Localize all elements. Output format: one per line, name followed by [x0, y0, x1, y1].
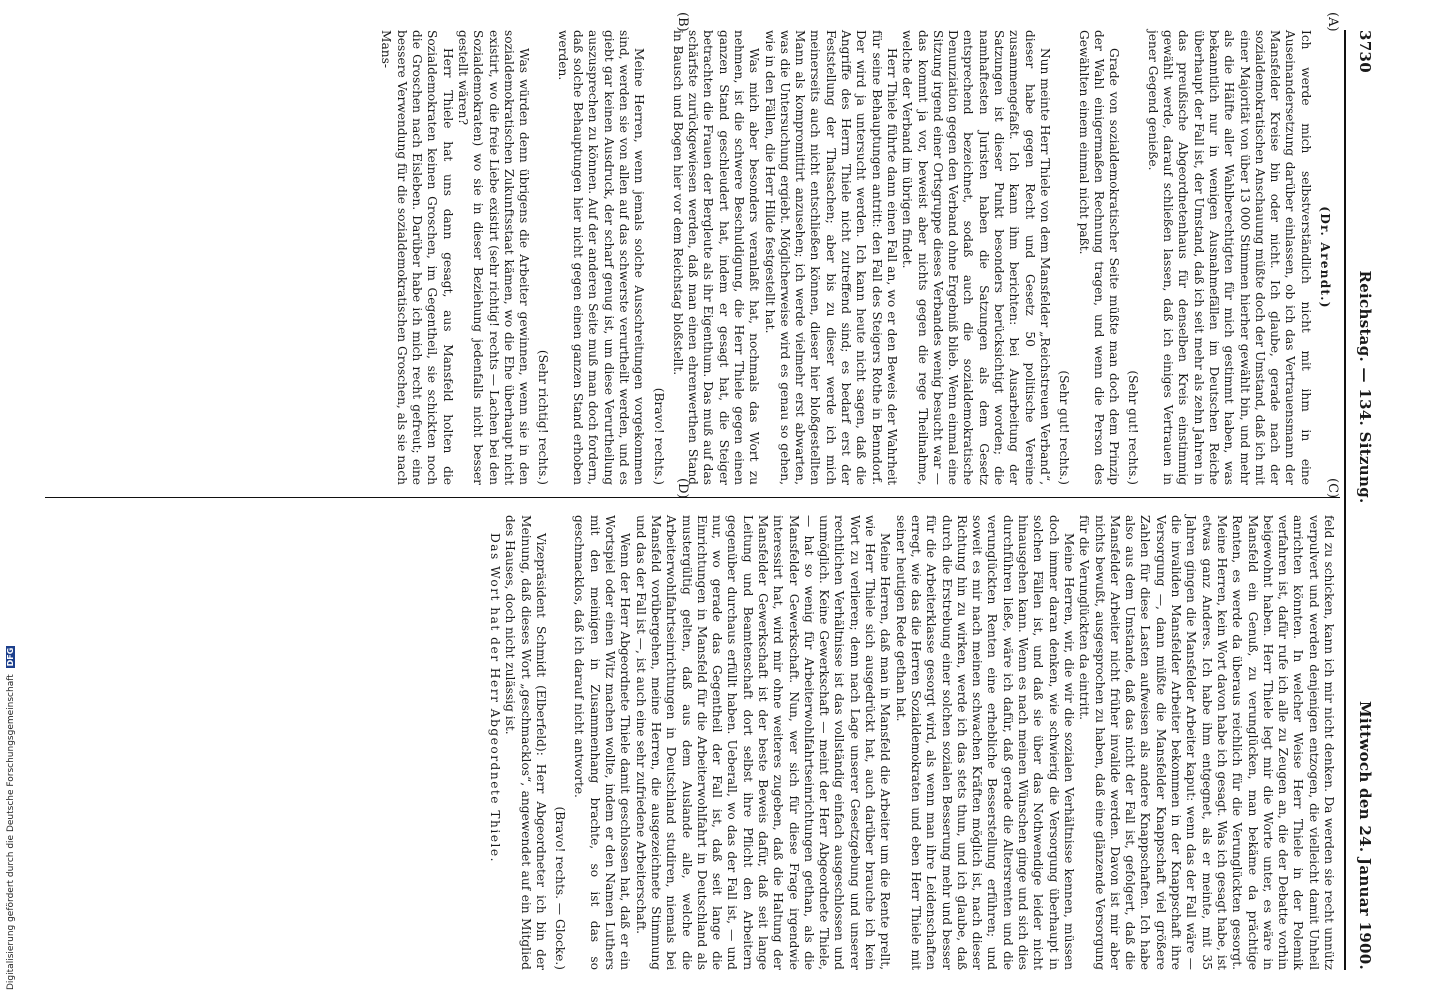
- paragraph: Meine Herren, daß man in Mansfeld die Arbeiter um die Rente prellt, wie Herr Thiele sich ausgedrückt hat, auch darüber brauche ich kein Wort zu verlieren; denn nach Lage unserer Gesetzgebung und unserer rechtlichen Verhältnisse ist das vollständig einfach ausgeschlossen und unmöglich. Keine Gewerkschaft — meint der Herr Abgeordnete Thiele, — hat so wenig für Arbeiterwohlfahrtseinrichtungen gethan, als die Mansfelder Gewerkschaft. Nun, wer sich für diese Frage irgendwie interessirt hat, wird mir ohne weiteres zugeben, daß die Haltung der Mansfelder Gewerkschaft ist der beste Beweis dafür, daß seit lange Leitung und Beamtenschaft dort selbst ihre Pflicht den Arbeitern gegenüber durchaus erfüllt haben. Ueberall, wo das der Fall ist, — und nur, wo gerade das Gegentheil der Fall ist, daß seit lange die Einrichtungen in Mansfeld für die Arbeiterwohlfahrt in Deutschland als mustergültig gelten, daß aus dem Auslande alle, welche die Arbeiterwohlfahrtseinrichtungen in Deutschland studiren, niemals bei Mansfeld vorübergehen, meine Herren, die ausgezeichnete Stimmung und das der Fall ist —, ist auch eine sehr zufriedene Arbeiterschaft.: [633, 515, 893, 970]
- paragraph: Was mich aber besonders veranlaßt hat, nochmals das Wort zu nehmen, ist die schwere Beschuldigung, die Herr Thiele gegen einen ganzen Stand geschleudert hat, indem er gesagt hat, die Steiger betrachten die Frauen der Bergleute als ihr Eigenthum. Das muß auf das schärfste zurückgewiesen werden, daß man einen ehrenwerthen Stand in Bausch und Bogen hier vor dem Reichstag bloßstellt.: [670, 30, 762, 485]
- margin-marker-d: (D): [675, 478, 690, 499]
- left-column: [46, 30, 1336, 485]
- paragraph: Das Wort hat der Herr Abgeordnete Thiele.: [487, 533, 502, 863]
- margin-marker-a: (A): [1325, 12, 1340, 32]
- paragraph: Ich werde mich selbstverständlich nicht mit ihm in eine Auseinandersetzung darüber einlassen, ob ich das Vertrauensmann der Mansfelder Kreise bin oder nicht. Ich glaube, gerade nach der sozialdemokratischen Anschauung müßte doch der Umstand, daß ich mit einer Majorität von über 13 000 Stimmen hierher gewählt bin, und mehr als die Hälfte aller Wahlberechtigten für mich gestimmt haben, was bekanntlich nur in wenigen Ausnahmefällen im Deutschen Reiche überhaupt der Fall ist, der Umstand, daß ich seit mehr als zehn Jahren in das preußische Abgeordnetenhaus für denselben Kreis einstimmig gewählt werde, darauf schließen lassen, daß ich einiges Vertrauen in jener Gegend genieße.: [1145, 30, 1313, 485]
- interjection: (Sehr gut! rechts.): [1057, 370, 1072, 485]
- paragraph: Nun meinte Herr Thiele von dem Mansfelder „Reichstreuen Verband“, dieser habe gegen Recht und Gesetz 50 politische Vereine zusammengefaßt. Ich kann ihm berichten: bei Ausarbeitung der Satzungen ist dieser Punkt besonders berücksichtigt worden; die namhaftesten Juristen haben die Satzungen als dem Gesetz entsprechend bezeichnet, sodaß auch die sozialdemokratische Denunziation gegen den Verband ohne Ergebniß blieb. Wenn einmal eine Sitzung irgend einer Ortsgruppe dieses Verbandes wenig besucht war — das kommt ja vor, beweist aber nichts gegen die rege Theilnahme, welche der Verband im übrigen findet.: [900, 30, 1052, 485]
- paragraph: Vizepräsident Schmidt (Elberfeld): Herr Abgeordneter ich bin der Meinung, daß dieses Wort „geschmacklos“, angewendet auf ein Mitglied des Hauses, doch nicht zulässig ist.: [503, 515, 548, 970]
- paragraph: Herr Thiele hat uns dann gesagt, aus Mansfeld holten die Sozialdemokraten keinen Groschen, im Gegentheil, sie schickten noch die Groschen nach Eisleben. Darüber habe ich mich recht gefreut; eine bessere Verwendung für die sozialdemokratischen Groschen, als sie nach Mans-: [379, 30, 455, 485]
- session-date: Mittwoch den 24. Januar 1900.: [1356, 701, 1374, 970]
- paragraph: Meine Herren, wenn jemals solche Ausschreitungen vorgekommen sind, werden sie von allen auf das schwerste verurtheilt werden, und es giebt gar keinen Ausdruck, der scharf genug ist, um diese Verurtheilung auszusprechen zu können. Auf der anderen Seite muß man doch fordern, daß solche Behauptungen hier nicht gegen einen ganzen Stand erhoben werden.: [555, 30, 647, 485]
- right-column: [487, 515, 1336, 970]
- paragraph: Meine Herren, wir, die wir die sozialen Verhältnisse kennen, müssen doch immer daran denken, wie schwierig die Versorgung überhaupt in solchen Fällen ist, und daß sie über das Nothwendige leider nicht hinausgehen kann. Wenn es nach meinen Wünschen ginge und sich dies durchführen ließe, wäre ich dafür, daß gerade die Altersrenten und die verunglückten Renten eine erhebliche Besserstellung erführen; und soweit es mir nach meinen schwachen Kräften möglich ist, nach dieser Richtung hin zu wirken, werde ich das stets thun, und ich glaube, daß durch die Erstrebung einer solchen sozialen Besserung mehr und besser für die Arbeiterklasse gesorgt wird, als wenn man ihre Leidenschaften erregt, wie das die Herren Sozialdemokraten und eben Herr Thiele mit seiner heutigen Rede gethan hat.: [893, 515, 1076, 970]
- speaker-tag: (Dr. Arendt.): [1318, 206, 1332, 309]
- dfg-logo: DFG: [6, 647, 15, 667]
- margin-marker-b: (B): [675, 12, 690, 32]
- credit-text: Digitalisierung gefördert durch die Deutsche Forschungsgemeinschaft: [6, 674, 16, 990]
- paragraph: Was würden denn übrigens die Arbeiter gewinnen, wenn sie in den sozialdemokratischen Zukunftsstaat kämen, wo die Ehe überhaupt nicht existirt, wo die freie Liebe existirt (sehr richtig! rechts — Lachen bei den Sozialdemokraten) wo sie in dieser Beziehung jedenfalls nicht besser gestellt wären?: [455, 30, 532, 485]
- page-title: Reichstag. — 134. Sitzung.: [1356, 270, 1374, 504]
- interjection: (Sehr richtig! rechts.): [536, 349, 551, 485]
- digitization-credit: [6, 646, 16, 990]
- paragraph: feld zu schicken, kann ich mir nicht denken. Da werden sie recht unnütz verpulvert und werden denjenigen entzogen, die vielleicht damit Unheil anrichten könnten. In welcher Weise Herr Thiele in der Polemik verfahren ist, dafür rufe ich alle zu Zeugen an, die der Debatte vorhin beigewohnt haben. Herr Thiele legt mir die Worte unter, es wäre in Mansfeld ein Genuß, zu verunglücken, man bekäme da prächtige Renten, es werde da überaus reichlich für die Verunglückten gesorgt. Meine Herren, kein Wort davon habe ich gesagt. Was ich gesagt habe, ist etwas ganz Anderes. Ich habe ihm entgegnet, als er meinte, mit 35 Jahren gingen die Mansfelder Arbeiter kaput: wenn das der Fall wäre — die invaliden Mansfelder Arbeiter bekommen in der Knappschaft ihre Versorgung —, dann müßte die Mansfelder Knappschaft viel größere Zahlen für diese Lasten aufweisen als andere Knappschaften. Ich habe also aus dem Umstande, daß das nicht der Fall ist, gefolgert, daß die Mansfelder Arbeiter nicht früher invalide werden. Davon ist mir aber nichts bewußt, ausgesprochen zu haben, daß eine glänzende Versorgung für die Verunglückten da eintritt.: [1077, 515, 1336, 970]
- paragraph: Herr Thiele führte dann einen Fall an, wo er den Beweis der Wahrheit für seine Behauptungen antritt: den Fall des Steigers Rothe in Benndorf. Der wird ja untersucht werden. Ich kann heute nicht sagen, daß die Angriffe des Herrn Thiele nicht zutreffend sind; es bedarf erst der Feststellung der Thatsachen; aber bis zu dieser werde ich mich meinerseits auch nicht entschließen können, dieser hier bloßgestellten Mann als kompromittirt anzusehen; ich werde vielmehr erst abwarten, was die Untersuchung ergiebt. Möglicherweise wird es genau so gehen, wie in den Fällen, die Herr Hilde festgestellt hat.: [762, 30, 899, 485]
- page-header: [1350, 30, 1380, 970]
- interjection: (Sehr gut! rechts.): [1126, 370, 1141, 485]
- column-separator: [45, 497, 1340, 498]
- page-number: 3730: [1356, 30, 1374, 73]
- newspaper-page: [40, 10, 1380, 990]
- margin-marker-c: (C): [1325, 478, 1340, 499]
- interjection: (Bravo! rechts.): [651, 387, 666, 485]
- header-rule: [1344, 30, 1346, 970]
- paragraph: Wenn der Herr Abgeordnete Thiele damit geschlossen hat, daß er ein Wortspiel oder einen Witz machen wollte, indem er den Namen Luthers mit den meinigen in Zusammenhang brachte, so ist das so geschmacklos, daß ich darauf nicht antworte.: [572, 515, 633, 970]
- interjection: (Bravo! rechts. — Glocke.): [553, 806, 568, 970]
- paragraph: Grade von sozialdemokratischer Seite müßte man doch dem Prinzip der Wahl einigermaßen Rechnung tragen, und wenn die Person des Gewählten einem einmal nicht paßt.: [1076, 30, 1122, 485]
